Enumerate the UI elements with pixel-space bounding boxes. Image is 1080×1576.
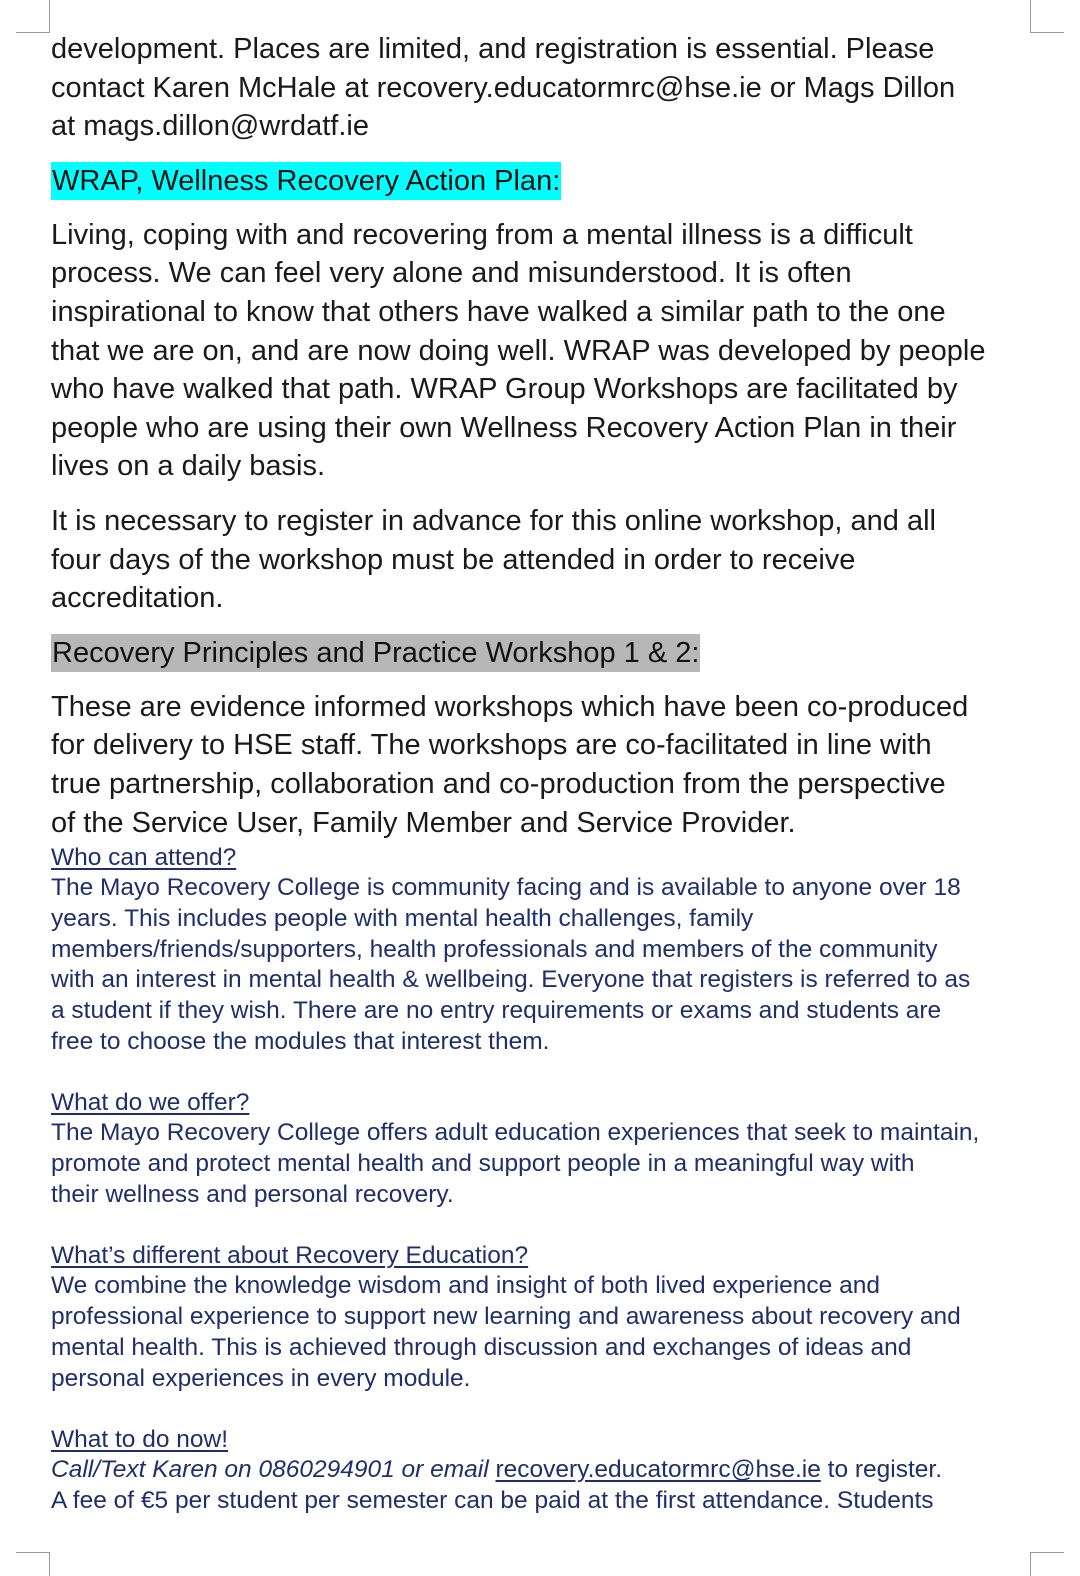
todo-section: [51, 1424, 1046, 1516]
who-heading: Who can attend?: [51, 844, 237, 872]
offer-heading: What do we offer?: [51, 1089, 250, 1117]
different-line: We combine the knowledge wisdom and insight of both lived experience and: [51, 1272, 880, 1300]
who-line: years. This includes people with mental health challenges, family: [51, 904, 754, 932]
different-line: personal experiences in every module.: [51, 1364, 471, 1392]
intro-paragraph: [51, 30, 1046, 146]
rpp-line: for delivery to HSE staff. The workshops are co-facilitated in line with: [51, 729, 932, 762]
crop-mark-bottom-right: [1030, 1552, 1031, 1576]
different-line: mental health. This is achieved through discussion and exchanges of ideas and: [51, 1333, 912, 1361]
offer-line: their wellness and personal recovery.: [51, 1180, 454, 1208]
rpp-section: [51, 634, 1046, 842]
wrap-heading: WRAP, Wellness Recovery Action Plan:: [51, 162, 561, 200]
crop-mark-top-right: [1030, 0, 1031, 33]
wrap-paragraph-2: [51, 502, 1046, 618]
crop-mark-top-left: [49, 0, 50, 33]
fee-line: A fee of €5 per student per semester can be paid at the first attendance. Students: [51, 1486, 934, 1514]
who-line: with an interest in mental health & wellbeing. Everyone that registers is referred to as: [51, 966, 971, 994]
wrap-line: who have walked that path. WRAP Group Workshops are facilitated by: [51, 373, 958, 406]
wrap-line: It is necessary to register in advance for this online workshop, and all: [51, 504, 936, 537]
email-link[interactable]: recovery.educatormrc@hse.ie: [495, 1456, 821, 1484]
wrap-line: that we are on, and are now doing well. WRAP was developed by people: [51, 334, 986, 367]
rpp-line: true partnership, collaboration and co-production from the perspective: [51, 767, 946, 800]
wrap-line: Living, coping with and recovering from a mental illness is a difficult: [51, 218, 913, 251]
call-text: Call/Text Karen on 0860294901 or email: [51, 1456, 496, 1484]
document-page: [51, 30, 1046, 1517]
offer-section: [51, 1087, 1046, 1210]
wrap-paragraph-1: [51, 216, 1046, 486]
crop-mark-bottom-left: [49, 1552, 50, 1576]
intro-line: at mags.dillon@wrdatf.ie: [51, 110, 369, 143]
register-text: to register.: [820, 1456, 943, 1484]
who-line: The Mayo Recovery College is community facing and is available to anyone over 18: [51, 874, 961, 902]
wrap-line: inspirational to know that others have walked a similar path to the one: [51, 295, 946, 328]
intro-line: contact Karen McHale at recovery.educatormrc@hse.ie or Mags Dillon: [51, 71, 956, 104]
offer-line: The Mayo Recovery College offers adult education experiences that seek to maintain,: [51, 1119, 980, 1147]
rpp-paragraph: [51, 688, 1046, 842]
offer-line: promote and protect mental health and support people in a meaningful way with: [51, 1150, 915, 1178]
wrap-line: lives on a daily basis.: [51, 450, 326, 483]
who-line: members/friends/supporters, health professionals and members of the community: [51, 935, 938, 963]
who-line: a student if they wish. There are no entry requirements or exams and students are: [51, 996, 942, 1024]
who-line: free to choose the modules that interest them.: [51, 1027, 550, 1055]
todo-call-line: [51, 1455, 1046, 1486]
wrap-line: people who are using their own Wellness Recovery Action Plan in their: [51, 411, 957, 444]
rpp-line: These are evidence informed workshops which have been co-produced: [51, 690, 969, 723]
intro-line: development. Places are limited, and registration is essential. Please: [51, 33, 935, 65]
wrap-section: [51, 162, 1046, 618]
wrap-line: four days of the workshop must be attended in order to receive: [51, 543, 856, 576]
crop-mark-top-left: [16, 32, 50, 33]
todo-heading: What to do now!: [51, 1426, 229, 1454]
wrap-line: accreditation.: [51, 582, 224, 615]
different-section: [51, 1240, 1046, 1394]
rpp-line: of the Service User, Family Member and Service Provider.: [51, 806, 796, 839]
rpp-heading: Recovery Principles and Practice Workshop 1 & 2:: [51, 634, 700, 672]
wrap-line: process. We can feel very alone and misunderstood. It is often: [51, 257, 852, 290]
who-section: [51, 842, 1046, 1057]
crop-mark-bottom-right: [1030, 1552, 1064, 1553]
different-line: professional experience to support new learning and awareness about recovery and: [51, 1303, 961, 1331]
crop-mark-bottom-left: [16, 1552, 50, 1553]
different-heading: What’s different about Recovery Education?: [51, 1242, 529, 1270]
